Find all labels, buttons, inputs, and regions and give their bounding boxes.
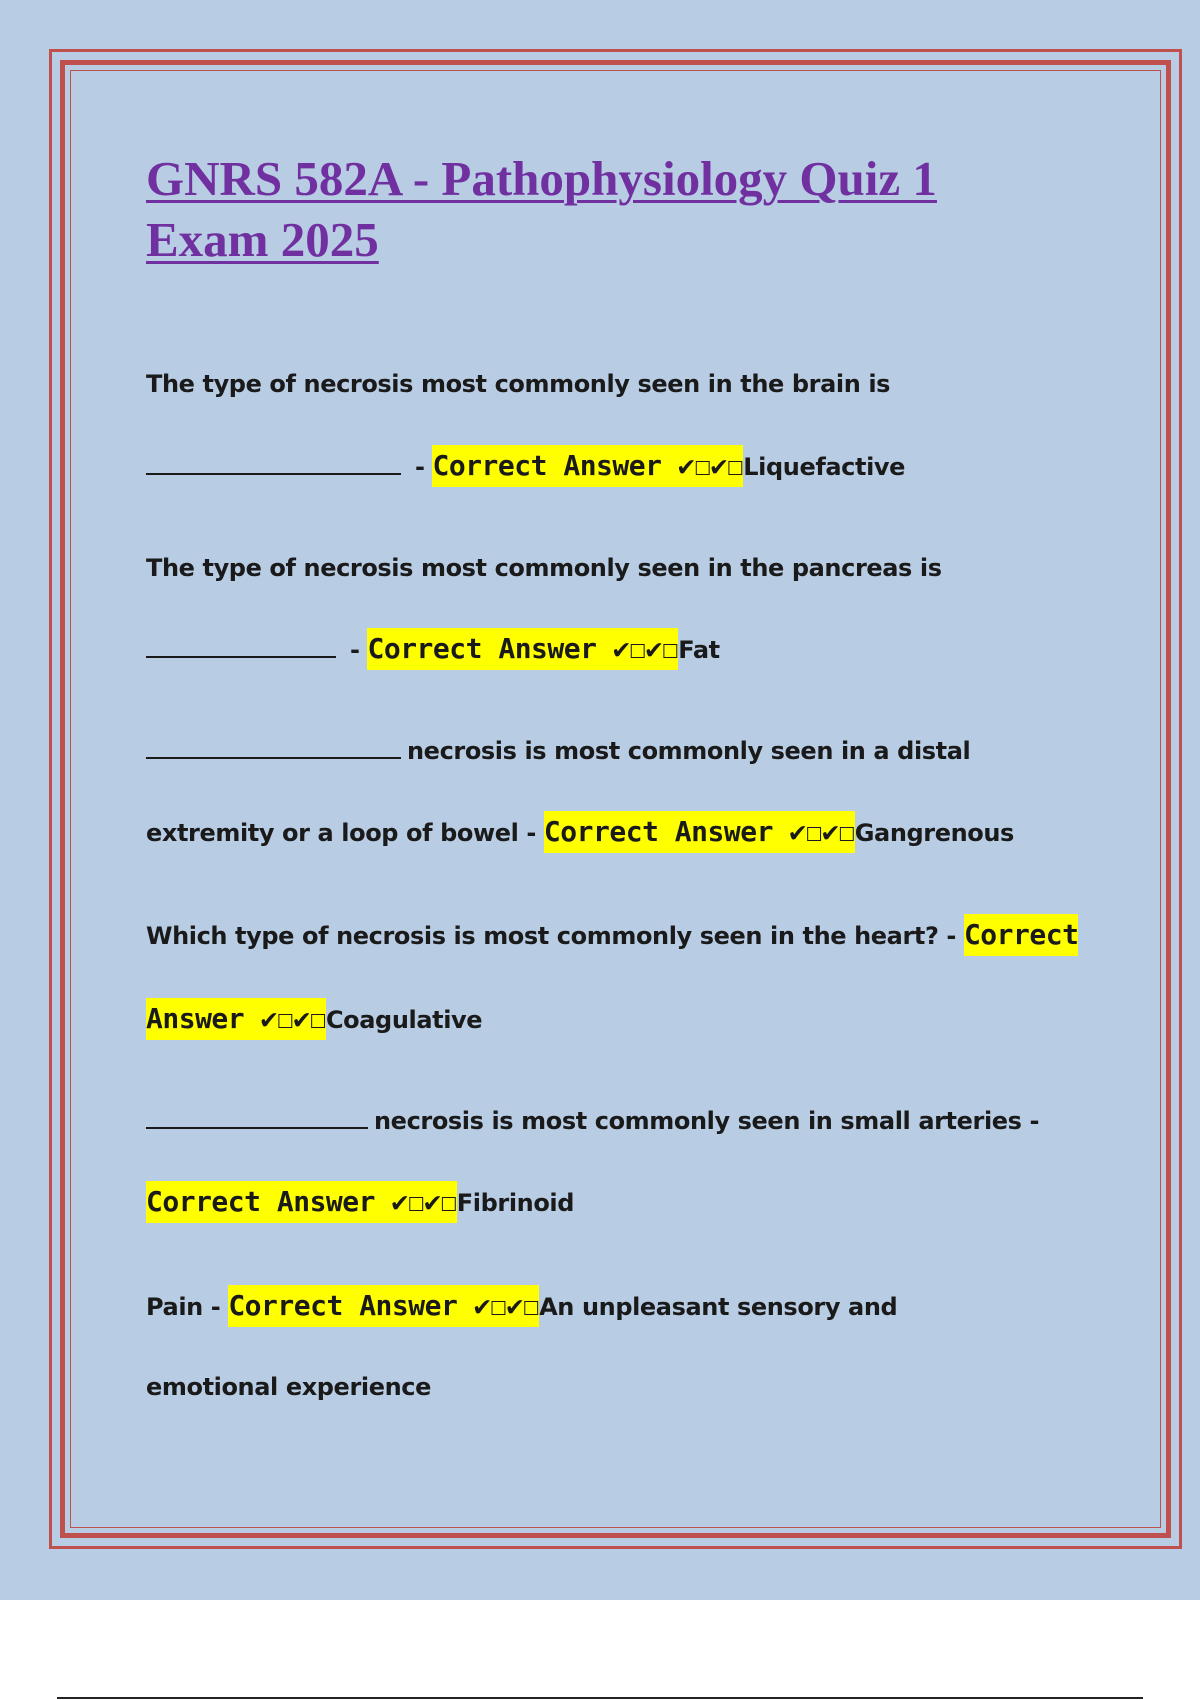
title-line-1: GNRS 582A - Pathophysiology Quiz 1 — [146, 151, 937, 206]
question-3-answer: Gangrenous — [854, 819, 1014, 847]
correct-answer-marker: Correct Answer ✔☐✔☐ — [228, 1285, 539, 1327]
question-5-answer: Fibrinoid — [456, 1189, 575, 1217]
question-3-text-line-1 — [146, 729, 970, 773]
question-5-text-line — [146, 1099, 1039, 1143]
question-6-text: Pain - — [146, 1293, 229, 1321]
document-title — [146, 148, 1106, 270]
question-1-answer-line — [146, 444, 905, 488]
question-1-answer: Liquefactive — [743, 453, 906, 481]
question-5-text: necrosis is most commonly seen in small arteries - — [374, 1107, 1040, 1135]
question-2-answer: Fat — [678, 636, 720, 664]
question-3-answer-line — [146, 810, 1014, 854]
question-6-answer-line — [146, 1284, 897, 1328]
question-1-text: The type of necrosis most commonly seen in the brain is — [146, 370, 891, 398]
answer-separator: - — [407, 453, 433, 481]
correct-answer-marker: Correct Answer ✔☐✔☐ — [367, 628, 678, 670]
correct-answer-marker: Correct Answer ✔☐✔☐ — [432, 445, 743, 487]
footer-divider — [57, 1697, 1143, 1699]
question-6-answer: An unpleasant sensory and — [539, 1293, 898, 1321]
fill-in-blank — [146, 634, 336, 658]
answer-separator: - — [342, 636, 368, 664]
question-3-text-continued: extremity or a loop of bowel - — [146, 819, 544, 847]
question-4-answer: Coagulative — [325, 1006, 483, 1034]
question-3-text: necrosis is most commonly seen in a distal — [407, 737, 971, 765]
title-line-2: Exam 2025 — [146, 212, 379, 267]
correct-answer-marker: Correct Answer ✔☐✔☐ — [146, 1181, 457, 1223]
fill-in-blank — [146, 735, 401, 759]
question-4-text: Which type of necrosis is most commonly seen in the heart? - — [146, 922, 964, 950]
question-4-text-line — [146, 913, 1078, 957]
fill-in-blank — [146, 451, 401, 475]
fill-in-blank — [146, 1105, 368, 1129]
question-2-text: The type of necrosis most commonly seen in the pancreas is — [146, 554, 942, 582]
correct-answer-marker-part-2: Answer ✔☐✔☐ — [146, 998, 326, 1040]
correct-answer-marker-part-1: Correct — [964, 914, 1079, 956]
question-5-answer-line — [146, 1180, 574, 1224]
question-6-answer-continued: emotional experience — [146, 1373, 431, 1401]
question-2-answer-line — [146, 627, 720, 671]
question-4-answer-line — [146, 997, 482, 1041]
correct-answer-marker: Correct Answer ✔☐✔☐ — [544, 811, 855, 853]
